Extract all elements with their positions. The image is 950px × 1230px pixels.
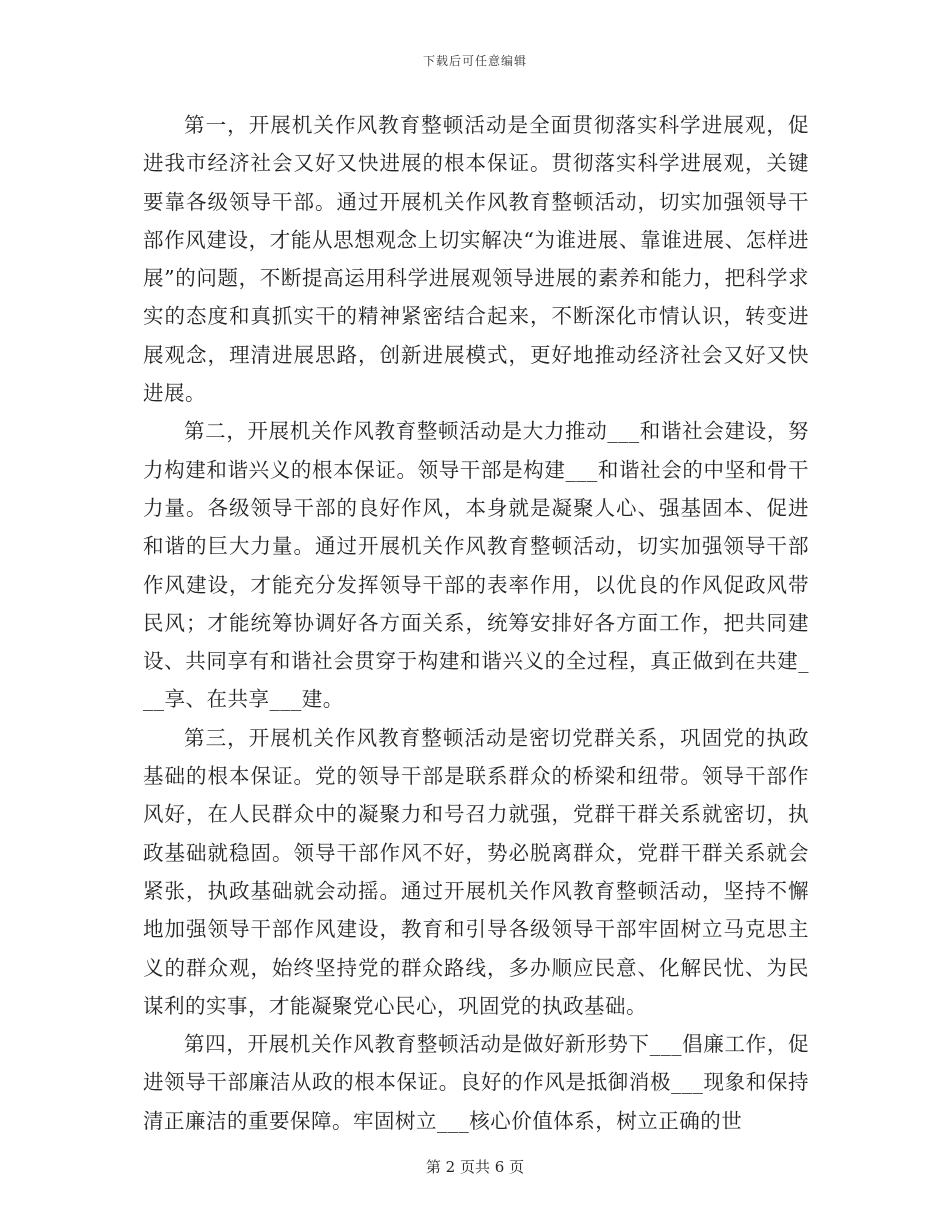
paragraph-3: 第三，开展机关作风教育整顿活动是密切党群关系，巩固党的执政基础的根本保证。党的领导干部是联系群众的桥梁和纽带。领导干部作风好，在人民群众中的凝聚力和号召力就强，党群干群关系就密切，执政基础就稳固。领导干部作风不好，势必脱离群众，党群干群关系就会紧张，执政基础就会动摇。通过开展机关作风教育整顿活动，坚持不懈地加强领导干部作风建设，教育和引导各级领导干部牢固树立马克思主义的群众观，始终坚持党的群众路线，多办顺应民意、化解民忧、为民谋利的实事，才能凝聚党心民心，巩固党的执政基础。 (143, 725, 809, 1018)
page-footer: 第 2 页共 6 页 (425, 1158, 525, 1176)
paragraph-2: 第二，开展机关作风教育整顿活动是大力推动___和谐社会建设，努力构建和谐兴义的根本保证。领导干部是构建___和谐社会的中坚和骨干力量。各级领导干部的良好作风，本身就是凝聚人心、强基固本、促进和谐的巨大力量。通过开展机关作风教育整顿活动，切实加强领导干部作风建设，才能充分发挥领导干部的表率作用，以优良的作风促政风带民风；才能统筹协调好各方面关系，统筹安排好各方面工作，把共同建设、共同享有和谐社会贯穿于构建和谐兴义的全过程，真正做到在共建___享、在共享___建。 (143, 419, 809, 712)
paragraph-4: 第四，开展机关作风教育整顿活动是做好新形势下___倡廉工作，促进领导干部廉洁从政的根本保证。良好的作风是抵御消极___现象和保持清正廉洁的重要保障。牢固树立___核心价值体系，树立正确的世 (143, 1032, 809, 1133)
page-header: 下载后可任意编辑 (422, 54, 527, 68)
paragraph-1: 第一，开展机关作风教育整顿活动是全面贯彻落实科学进展观，促进我市经济社会又好又快进展的根本保证。贯彻落实科学进展观，关键要靠各级领导干部。通过开展机关作风教育整顿活动，切实加强领导干部作风建设，才能从思想观念上切实解决“为谁进展、靠谁进展、怎样进展”的问题，不断提高运用科学进展观领导进展的素养和能力，把科学求实的态度和真抓实干的精神紧密结合起来，不断深化市情认识，转变进展观念，理清进展思路，创新进展模式，更好地推动经济社会又好又快进展。 (143, 113, 809, 406)
document-body (143, 106, 809, 1140)
